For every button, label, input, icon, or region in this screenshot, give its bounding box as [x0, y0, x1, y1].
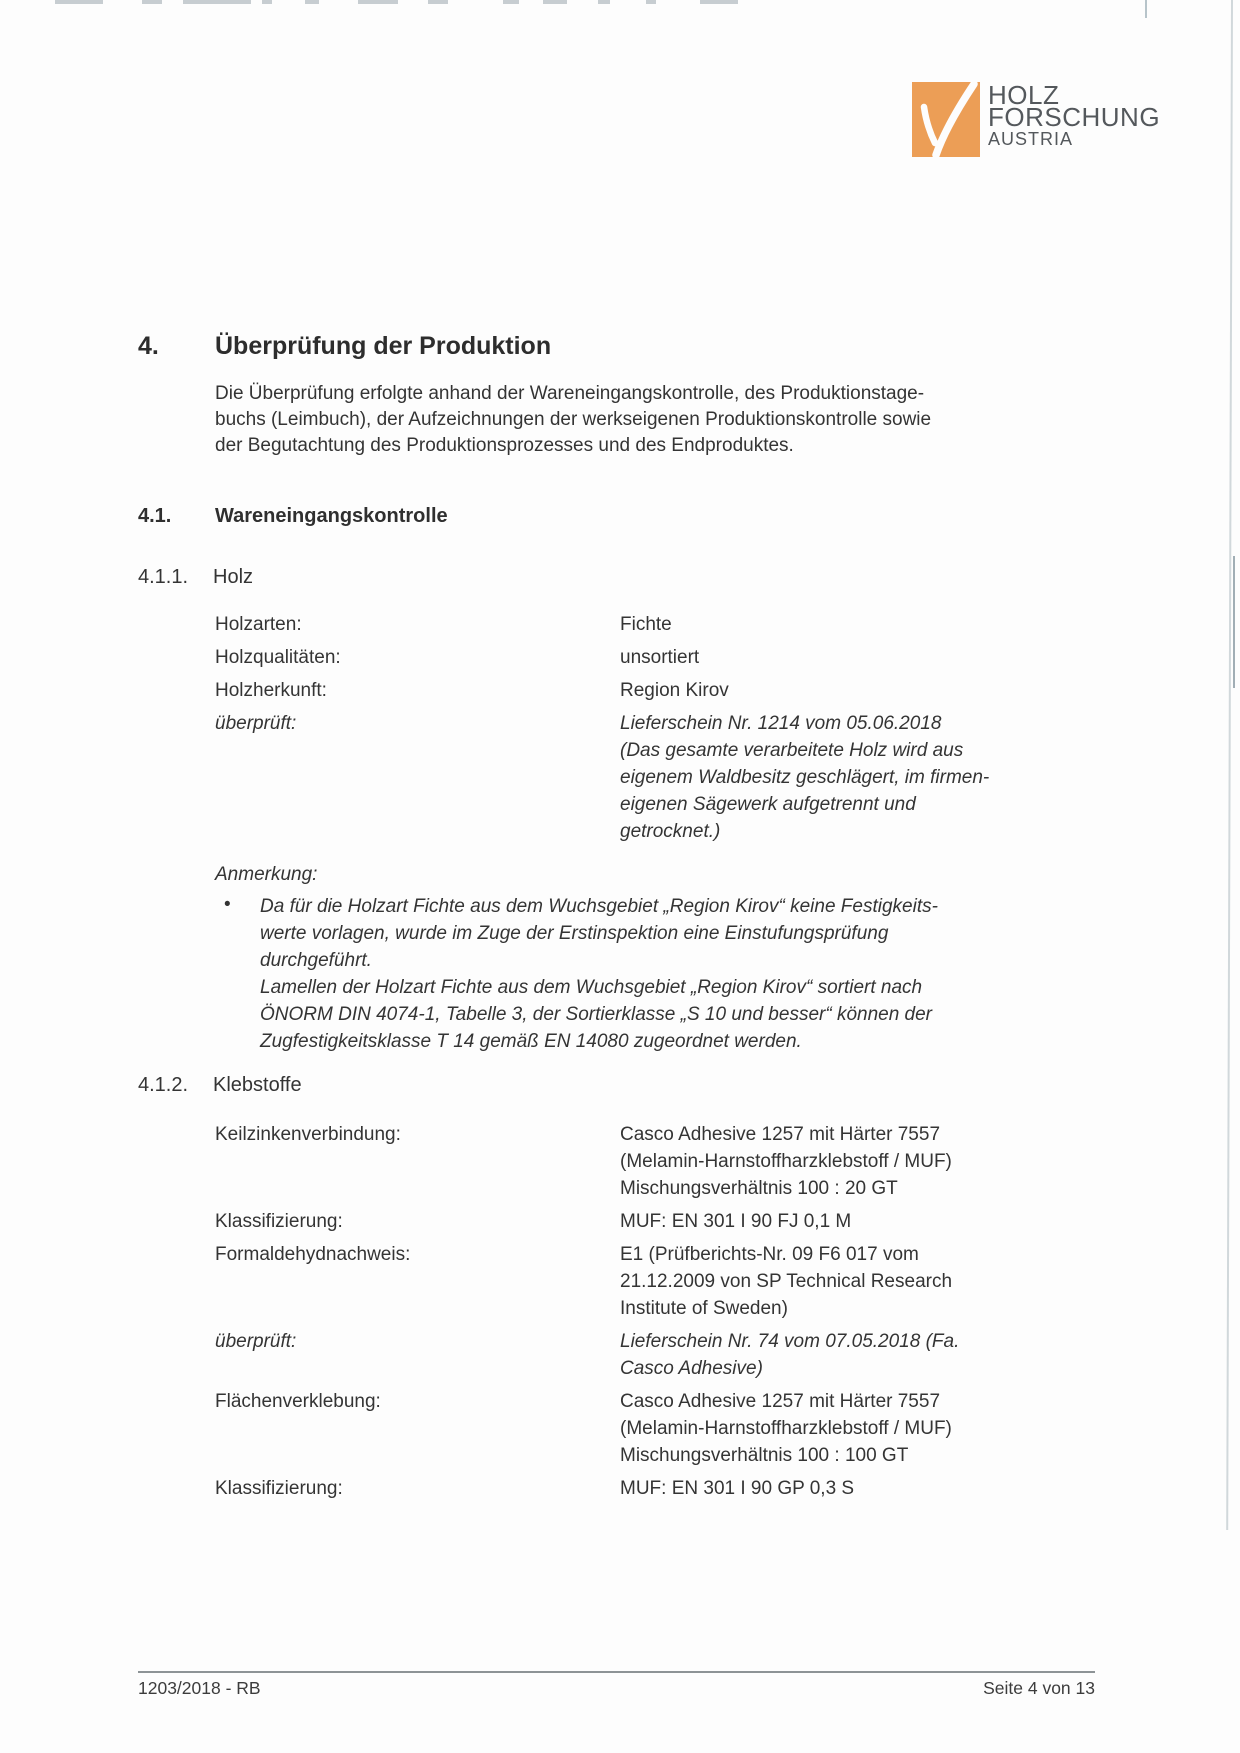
scan-dash — [700, 0, 738, 4]
section-number: 4. — [138, 332, 159, 360]
section-title: Holz — [213, 566, 254, 588]
anmerkung-heading: Anmerkung: — [215, 864, 318, 885]
anmerkung-line: Zugfestigkeitsklasse T 14 gemäß EN 14080 zugeordnet werden. — [260, 1031, 802, 1052]
scan-dash — [543, 0, 567, 4]
row-value — [620, 1241, 1115, 1322]
scan-dash — [55, 0, 103, 4]
row-label: Holzqualitäten: — [215, 647, 341, 668]
anmerkung-line: Lamellen der Holzart Fichte aus dem Wuchsgebiet „Region Kirov“ sortiert nach — [260, 977, 923, 998]
table-row — [215, 1241, 1115, 1322]
table-row — [215, 710, 1115, 845]
value-line: eigenen Sägewerk aufgetrennt und — [620, 794, 916, 815]
row-value — [620, 1208, 1115, 1235]
scan-dash — [305, 0, 319, 4]
scan-dash — [183, 0, 251, 4]
value-line: Lieferschein Nr. 1214 vom 05.06.2018 — [620, 713, 942, 734]
scan-dash — [428, 0, 448, 4]
value-line: Region Kirov — [620, 680, 729, 701]
klebstoffe-properties — [215, 1121, 1115, 1508]
anmerkung-line: werte vorlagen, wurde im Zuge der Erstinspektion eine Einstufungsprüfung — [260, 923, 889, 944]
scan-dash — [358, 0, 398, 4]
scan-vertical-line — [1226, 0, 1233, 1530]
row-value — [620, 710, 1115, 845]
table-row — [215, 1475, 1115, 1502]
intro-line: der Begutachtung des Produktionsprozesses und des Endproduktes. — [215, 435, 794, 456]
footer-page-number: Seite 4 von 13 — [983, 1678, 1095, 1698]
footer-divider — [138, 1671, 1095, 1673]
row-value — [620, 1475, 1115, 1502]
anmerkung-line: Da für die Holzart Fichte aus dem Wuchsgebiet „Region Kirov“ keine Festigkeits- — [260, 896, 938, 917]
anmerkung-line: ÖNORM DIN 4074-1, Tabelle 3, der Sortierklasse „S 10 und besser“ können der — [260, 1004, 933, 1025]
scan-dash — [598, 0, 610, 4]
logo-text-holz: HOLZ — [988, 80, 1060, 110]
section-number: 4.1.1. — [138, 566, 189, 588]
value-line: Lieferschein Nr. 74 vom 07.05.2018 (Fa. — [620, 1331, 960, 1352]
value-line: Fichte — [620, 614, 672, 635]
row-label: überprüft: — [215, 713, 297, 734]
row-value — [620, 677, 1115, 704]
row-label: Holzherkunft: — [215, 680, 327, 701]
row-label: Formaldehydnachweis: — [215, 1244, 411, 1265]
value-line: (Melamin-Harnstoffharzklebstoff / MUF) — [620, 1151, 952, 1172]
intro-paragraph — [215, 381, 1035, 459]
section-number: 4.1. — [138, 505, 172, 527]
table-row — [215, 1121, 1115, 1202]
table-row — [215, 1328, 1115, 1382]
anmerkung-text — [260, 893, 1100, 1055]
value-line: MUF: EN 301 I 90 GP 0,3 S — [620, 1478, 855, 1499]
page-title: Überprüfung der Produktion — [215, 332, 552, 360]
value-line: (Melamin-Harnstoffharzklebstoff / MUF) — [620, 1418, 952, 1439]
value-line: unsortiert — [620, 647, 700, 668]
logo-text-forschung: FORSCHUNG — [988, 102, 1161, 132]
section-title: Wareneingangskontrolle — [215, 505, 448, 527]
row-label: Flächenverklebung: — [215, 1391, 381, 1412]
row-value — [620, 644, 1115, 671]
row-label: Klassifizierung: — [215, 1211, 343, 1232]
section-number: 4.1.2. — [138, 1074, 189, 1096]
table-row — [215, 677, 1115, 704]
table-row — [215, 1208, 1115, 1235]
bullet-marker: • — [224, 894, 231, 915]
table-row — [215, 644, 1115, 671]
table-row — [215, 1388, 1115, 1469]
scan-dash — [646, 0, 656, 4]
scan-vertical-line-dark — [1233, 556, 1235, 688]
row-label: Keilzinkenverbindung: — [215, 1124, 401, 1145]
value-line: (Das gesamte verarbeitete Holz wird aus — [620, 740, 964, 761]
row-value — [620, 1388, 1115, 1469]
value-line: Casco Adhesive 1257 mit Härter 7557 — [620, 1124, 941, 1145]
intro-line: Die Überprüfung erfolgte anhand der Wareneingangskontrolle, des Produktionstage- — [215, 383, 925, 404]
checkmark-icon — [912, 82, 980, 157]
logo-text-austria: AUSTRIA — [988, 129, 1074, 149]
value-line: eigenem Waldbesitz geschlägert, im firmen- — [620, 767, 990, 788]
value-line: 21.12.2009 von SP Technical Research — [620, 1271, 953, 1292]
intro-line: buchs (Leimbuch), der Aufzeichnungen der werkseigenen Produktionskontrolle sowie — [215, 409, 932, 430]
row-value — [620, 611, 1115, 638]
value-line: Mischungsverhältnis 100 : 100 GT — [620, 1445, 909, 1466]
row-label: Klassifizierung: — [215, 1478, 343, 1499]
value-line: Institute of Sweden) — [620, 1298, 788, 1319]
value-line: MUF: EN 301 I 90 FJ 0,1 M — [620, 1211, 852, 1232]
anmerkung-line: durchgeführt. — [260, 950, 372, 971]
scan-dash — [142, 0, 162, 4]
row-label: überprüft: — [215, 1331, 297, 1352]
section-title: Klebstoffe — [213, 1074, 302, 1096]
scan-dash — [262, 0, 272, 4]
row-value — [620, 1121, 1115, 1202]
scan-tick — [1145, 0, 1147, 18]
scan-dash — [503, 0, 519, 4]
value-line: Casco Adhesive) — [620, 1358, 763, 1379]
row-value — [620, 1328, 1115, 1382]
row-label: Holzarten: — [215, 614, 302, 635]
table-row — [215, 611, 1115, 638]
value-line: getrocknet.) — [620, 821, 721, 842]
footer — [138, 1678, 1095, 1699]
value-line: Mischungsverhältnis 100 : 20 GT — [620, 1178, 898, 1199]
footer-document-number: 1203/2018 - RB — [138, 1678, 261, 1698]
value-line: E1 (Prüfberichts-Nr. 09 F6 017 vom — [620, 1244, 919, 1265]
holzforschung-logo — [912, 82, 980, 157]
holz-properties — [215, 611, 1115, 851]
value-line: Casco Adhesive 1257 mit Härter 7557 — [620, 1391, 941, 1412]
